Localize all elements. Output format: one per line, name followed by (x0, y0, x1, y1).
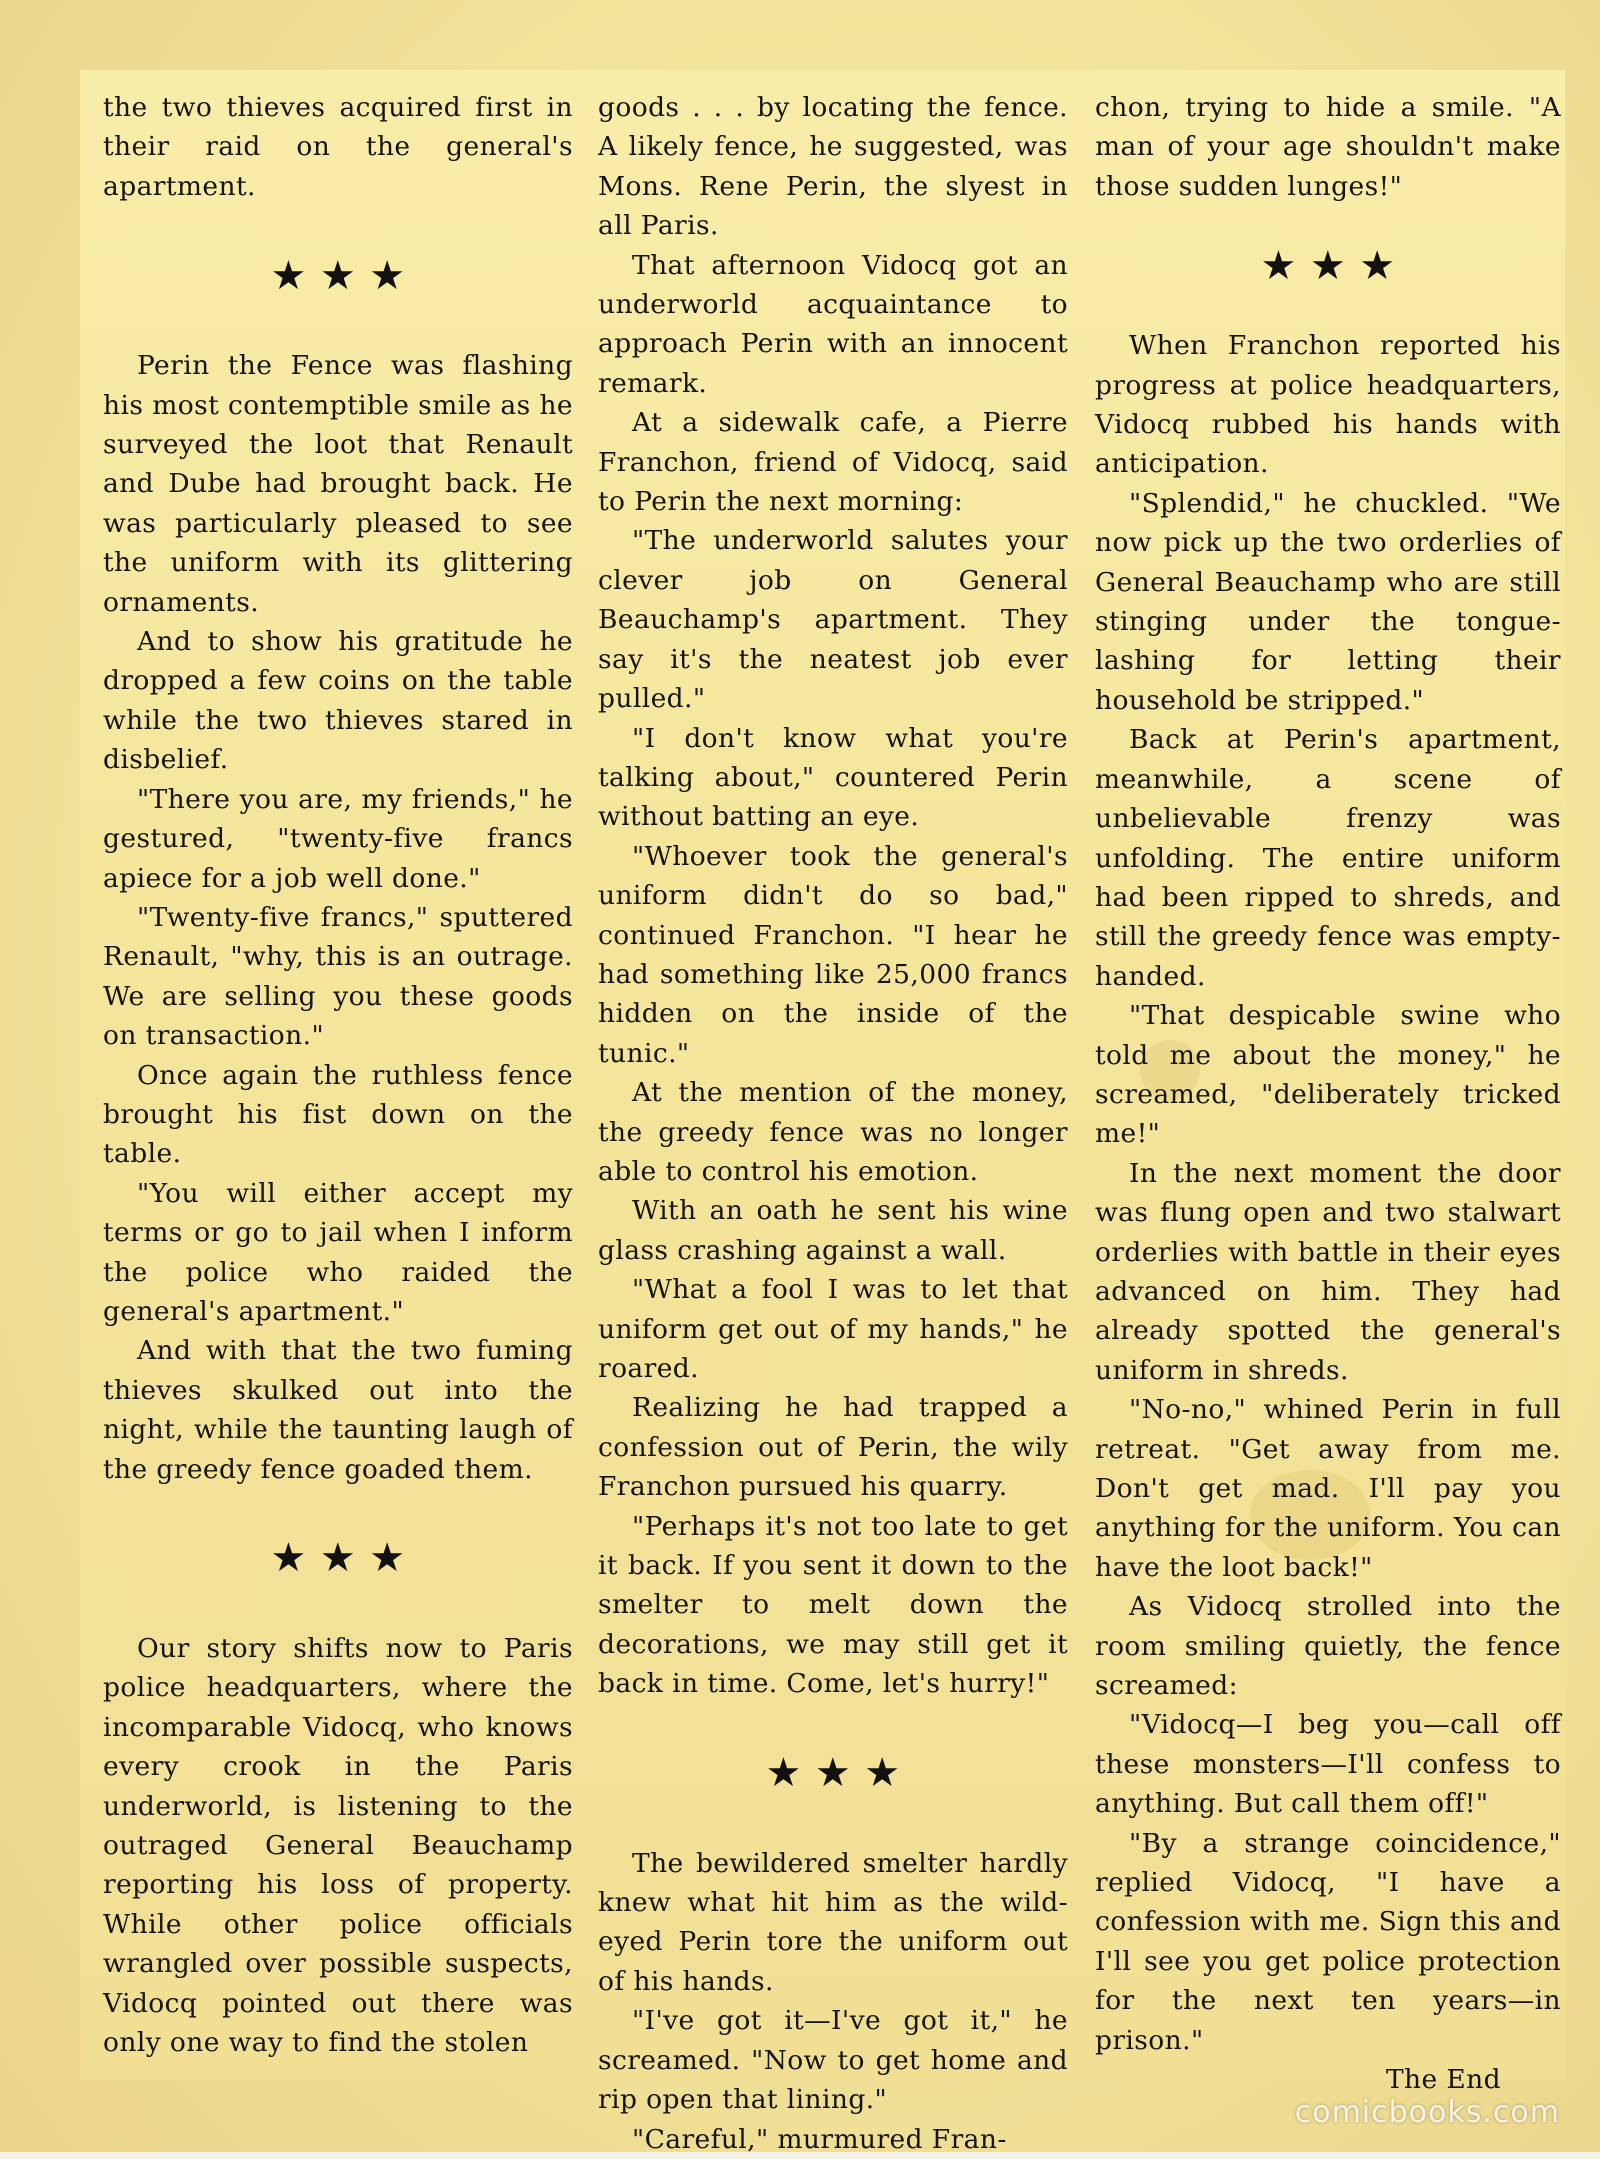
text-column-1 (103, 88, 573, 2062)
text-column-2 (598, 88, 1068, 2159)
paragraph: "I've got it—I've got it," he screamed. "Now to get home and rip open that lining." (598, 2005, 1068, 2116)
paragraph: Our story shifts now to Paris police headquarters, where the incomparable Vidocq, who knows every crook in the Paris underworld, is listening to the outraged General Beauchamp reporting his loss of property. While other police officials wrangled over possible suspects, Vidocq pointed out there was only one way to find the stolen (103, 1633, 573, 2059)
paragraph: And to show his gratitude he dropped a few coins on the table while the two thieves stared in disbelief. (103, 626, 573, 776)
paragraph: "Perhaps it's not too late to get it back. If you sent it down to the smelter to melt down the decorations, we may still get it back in time. Come, let's hurry!" (598, 1510, 1068, 1700)
text-column-3 (1095, 88, 1561, 2100)
paragraph: "No-no," whined Perin in full retreat. "Get away from me. Don't get mad. I'll pay you anything for the uniform. You can have the loot back!" (1095, 1394, 1561, 1583)
section-divider-stars: ★ ★ ★ (270, 252, 406, 299)
paragraph: "There you are, my friends," he gestured, "twenty-five francs apiece for a job well done." (103, 783, 573, 894)
paragraph: "The underworld salutes your clever job on General Beauchamp's apartment. They say it's the neatest job ever pulled." (598, 525, 1068, 715)
paragraph: "By a strange coincidence," replied Vidocq, "I have a confession with me. Sign this and I'll see you get police protection for the next ten years—in prison." (1095, 1827, 1561, 2056)
paragraph: Perin the Fence was flashing his most contemptible smile as he surveyed the loot that Renault and Dube had brought back. He was particularly pleased to see the uniform with its glittering ornaments. (103, 350, 573, 618)
paragraph: the two thieves acquired first in their raid on the general's apartment. (103, 92, 573, 202)
paragraph: "You will either accept my terms or go to jail when I inform the police who raided the general's apartment." (103, 1177, 573, 1327)
section-divider-stars: ★ ★ ★ (1260, 242, 1396, 289)
section-divider-stars: ★ ★ ★ (270, 1535, 406, 1582)
paragraph: "I don't know what you're talking about," countered Perin without batting an eye. (598, 722, 1068, 833)
paragraph: When Franchon reported his progress at police headquarters, Vidocq rubbed his hands with anticipation. (1095, 330, 1561, 480)
paragraph: "Whoever took the general's uniform didn't do so bad," continued Franchon. "I hear he had something like 25,000 francs hidden on the inside of the tunic." (598, 840, 1068, 1069)
site-watermark: comicbooks.com (1294, 2095, 1560, 2130)
paragraph: And with that the two fuming thieves skulked out into the night, while the taunting laugh of the greedy fence goaded them. (103, 1335, 573, 1485)
paragraph: "Twenty-five francs," sputtered Renault, "why, this is an outrage. We are selling you these goods on transaction." (103, 901, 573, 1052)
paragraph: That afternoon Vidocq got an underworld acquaintance to approach Perin with an innocent remark. (598, 249, 1068, 399)
story-end-label: The End (1385, 2064, 1501, 2096)
section-divider-stars: ★ ★ ★ (765, 1749, 901, 1796)
paragraph: Back at Perin's apartment, meanwhile, a scene of unbelievable frenzy was unfolding. The entire uniform had been ripped to shreds, and still the greedy fence was empty-handed. (1095, 724, 1561, 992)
paragraph: "Splendid," he chuckled. "We now pick up the two orderlies of General Beauchamp who are still stinging under the tongue-lashing for letting their household be stripped." (1095, 487, 1561, 716)
paragraph: At a sidewalk cafe, a Pierre Franchon, friend of Vidocq, said to Perin the next morning: (598, 407, 1068, 518)
paragraph: As Vidocq strolled into the room smiling quietly, the fence screamed: (1095, 1591, 1561, 1702)
paragraph: In the next moment the door was flung open and two stalwart orderlies with battle in their eyes advanced on him. They had already spotted the general's uniform in shreds. (1095, 1157, 1561, 1386)
paragraph: "Vidocq—I beg you—call off these monsters—I'll confess to anything. But call them off!" (1095, 1709, 1561, 1820)
paragraph: With an oath he sent his wine glass crashing against a wall. (598, 1195, 1068, 1266)
paragraph: Realizing he had trapped a confession out of Perin, the wily Franchon pursued his quarry. (598, 1392, 1068, 1503)
paragraph: chon, trying to hide a smile. "A man of your age shouldn't make those sudden lunges!" (1095, 92, 1561, 202)
paragraph: The bewildered smelter hardly knew what hit him as the wild-eyed Perin tore the uniform out of his hands. (598, 1847, 1068, 1997)
paragraph: At the mention of the money, the greedy fence was no longer able to control his emotion. (598, 1077, 1068, 1187)
paragraph: "What a fool I was to let that uniform get out of my hands," he roared. (598, 1274, 1068, 1384)
paragraph: goods . . . by locating the fence. A likely fence, he suggested, was Mons. Rene Perin, the slyest in all Paris. (598, 92, 1068, 242)
paragraph: "Careful," murmured Fran- (632, 2123, 1007, 2155)
paragraph: Once again the ruthless fence brought his fist down on the table. (103, 1059, 573, 1170)
paragraph: "That despicable swine who told me about the money," he screamed, "deliberately tricked me!" (1095, 1000, 1561, 1150)
